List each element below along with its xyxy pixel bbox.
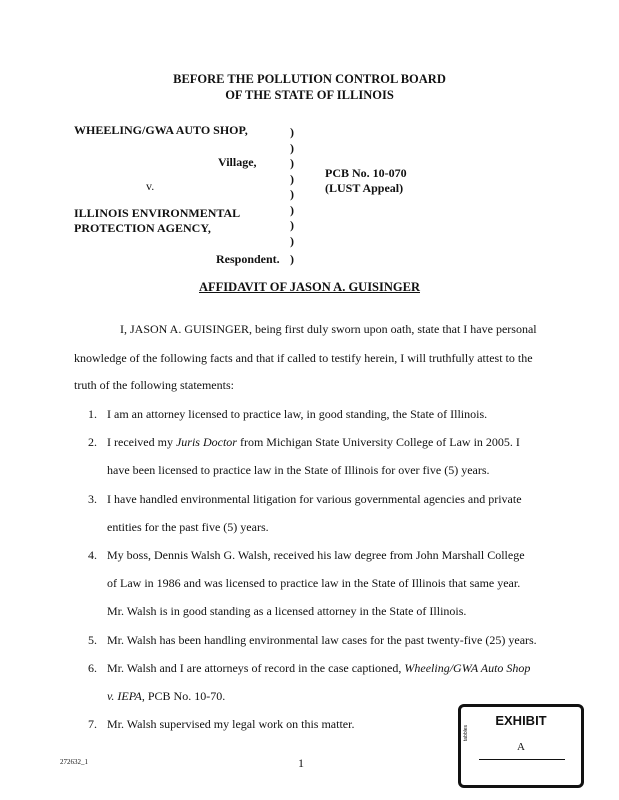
intro-line-2: knowledge of the following facts and that if called to testify herein, I will truthfully attest to the (74, 351, 533, 365)
paren: ) (290, 141, 294, 155)
exhibit-rule (479, 759, 565, 760)
paren: ) (290, 234, 294, 248)
item-number: 3. (88, 492, 97, 506)
item-text-italic: Juris Doctor (175, 435, 237, 449)
respondent-role: Respondent. (216, 252, 280, 266)
item-text-segment: Mr. Walsh and I are attorneys of record in the case captioned, (107, 661, 405, 675)
paren: ) (290, 187, 294, 201)
board-heading: BEFORE THE POLLUTION CONTROL BOARD (173, 72, 446, 86)
affidavit-title: AFFIDAVIT OF JASON A. GUISINGER (199, 280, 420, 294)
document-id: 272632_1 (60, 758, 88, 766)
versus: v. (146, 179, 155, 193)
exhibit-sticker (458, 704, 584, 788)
case-type: (LUST Appeal) (325, 181, 404, 195)
item-number: 7. (88, 717, 97, 731)
paren: ) (290, 252, 294, 266)
item-text-italic: Wheeling/GWA Auto Shop (404, 661, 531, 675)
item-text: have been licensed to practice law in the State of Illinois for over five (5) years. (107, 463, 490, 477)
item-text: My boss, Dennis Walsh G. Walsh, received his law degree from John Marshall College (107, 548, 525, 562)
item-text: I am an attorney licensed to practice law, in good standing, the State of Illinois. (107, 407, 488, 421)
item-text: I have handled environmental litigation for various governmental agencies and private (107, 492, 522, 506)
item-text: Mr. Walsh is in good standing as a licensed attorney in the State of Illinois. (107, 604, 467, 618)
intro-line-1: I, JASON A. GUISINGER, being first duly sworn upon oath, state that I have personal (120, 322, 537, 336)
item-text-italic: v. IEPA (107, 689, 142, 703)
paren: ) (290, 218, 294, 232)
item-text (107, 689, 225, 704)
item-number: 5. (88, 633, 97, 647)
petitioner-role: Village, (218, 155, 257, 169)
paren: ) (290, 125, 294, 139)
paren: ) (290, 172, 294, 186)
petitioner-name: WHEELING/GWA AUTO SHOP, (74, 123, 248, 137)
case-number: PCB No. 10-070 (325, 166, 407, 180)
item-text-segment: , PCB No. 10-70. (141, 689, 226, 703)
item-number: 4. (88, 548, 97, 562)
exhibit-vertical-text: tabbles (463, 725, 469, 742)
item-text: entities for the past five (5) years. (107, 520, 269, 534)
paren: ) (290, 203, 294, 217)
item-text: Mr. Walsh has been handling environmental law cases for the past twenty-five (25) years. (107, 633, 537, 647)
item-number: 1. (88, 407, 97, 421)
state-heading: OF THE STATE OF ILLINOIS (225, 88, 394, 102)
item-number: 2. (88, 435, 97, 449)
intro-line-3: truth of the following statements: (74, 378, 234, 392)
respondent-name-line1: ILLINOIS ENVIRONMENTAL (74, 206, 241, 220)
page-number: 1 (298, 756, 304, 770)
paren: ) (290, 156, 294, 170)
item-text (107, 435, 520, 450)
exhibit-letter: A (517, 741, 525, 753)
respondent-name-line2: PROTECTION AGENCY, (74, 221, 211, 235)
item-number: 6. (88, 661, 97, 675)
item-text-segment: I received my (107, 435, 176, 449)
item-text-segment: from Michigan State University College of Law in 2005. I (236, 435, 520, 449)
exhibit-label: EXHIBIT (495, 713, 547, 728)
item-text: Mr. Walsh supervised my legal work on this matter. (107, 717, 355, 731)
item-text: of Law in 1986 and was licensed to practice law in the State of Illinois that same year. (107, 576, 521, 590)
item-text (107, 661, 530, 676)
